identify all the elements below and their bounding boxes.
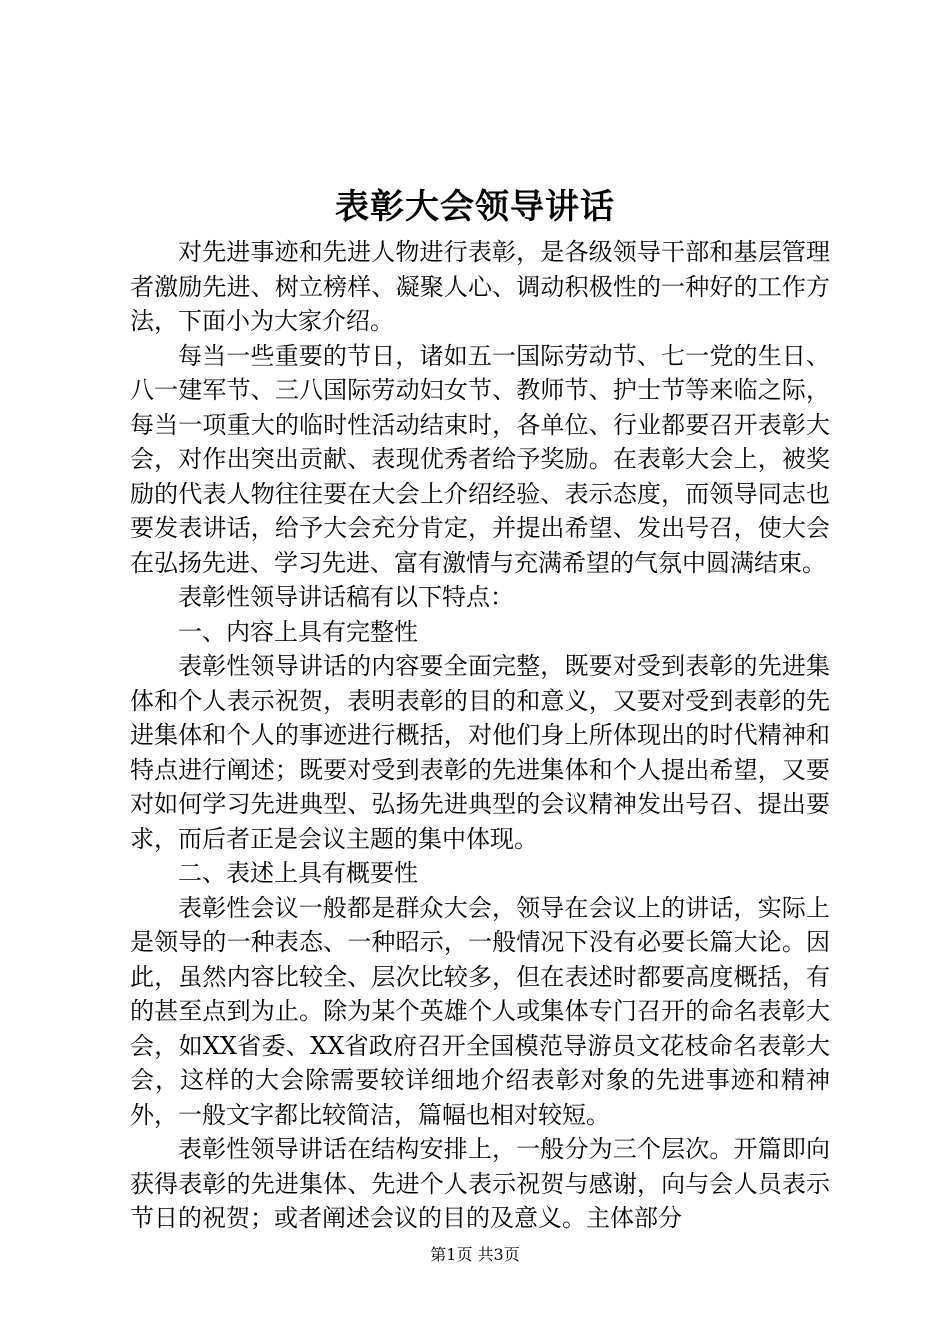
paragraph-intro: 对先进事迹和先进人物进行表彰，是各级领导干部和基层管理者激励先进、树立榜样、凝聚人心、调动积极性的一种好的工作方法，下面小为大家介绍。 — [130, 238, 830, 335]
paragraph-structure: 表彰性领导讲话在结构安排上，一般分为三个层次。开篇即向获得表彰的先进集体、先进个人表示祝贺与感谢，向与会人员表示节日的祝贺；或者阐述会议的目的及意义。主体部分 — [130, 1135, 830, 1232]
paragraph-features-intro: 表彰性领导讲话稿有以下特点： — [178, 583, 514, 611]
heading-completeness: 一、内容上具有完整性 — [178, 617, 418, 646]
heading-conciseness: 二、表述上具有概要性 — [178, 859, 418, 887]
document-title: 表彰大会领导讲话 — [335, 187, 615, 227]
paragraph-completeness: 表彰性领导讲话的内容要全面完整，既要对受到表彰的先进集体和个人表示祝贺，表明表彰的目的和意义，又要对受到表彰的先进集体和个人的事迹进行概括，对他们身上所体现出的时代精神和特点进行阐述；既要对受到表彰的先进集体和个人提出希望，又要对如何学习先进典型、弘扬先进典型的会议精神发出号召、提出要求，而后者正是会议主题的集中体现。 — [130, 652, 830, 853]
paragraph-conciseness: 表彰性会议一般都是群众大会，领导在会议上的讲话，实际上是领导的一种表态、一种昭示，一般情况下没有必要长篇大论。因此，虽然内容比较全、层次比较多，但在表述时都要高度概括，有的甚至点到为止。除为某个英雄个人或集体专门召开的命名表彰大会，如XX省委、XX省政府召开全国模范导游员文花枝命名表彰大会，这样的大会除需要较详细地介绍表彰对象的先进事迹和精神外，一般文字都比较简洁，篇幅也相对较短。 — [130, 893, 830, 1129]
paragraph-occasions: 每当一些重要的节日，诸如五一国际劳动节、七一党的生日、八一建军节、三八国际劳动妇女节、教师节、护士节等来临之际，每当一项重大的临时性活动结束时，各单位、行业都要召开表彰大会，对作出突出贡献、表现优秀者给予奖励。在表彰大会上，被奖励的代表人物往往要在大会上介绍经验、表示态度，而领导同志也要发表讲话，给予大会充分肯定，并提出希望、发出号召，使大会在弘扬先进、学习先进、富有激情与充满希望的气氛中圆满结束。 — [130, 341, 830, 577]
document-body — [130, 235, 830, 1236]
page-footer: 第1页 共3页 — [430, 1245, 520, 1264]
